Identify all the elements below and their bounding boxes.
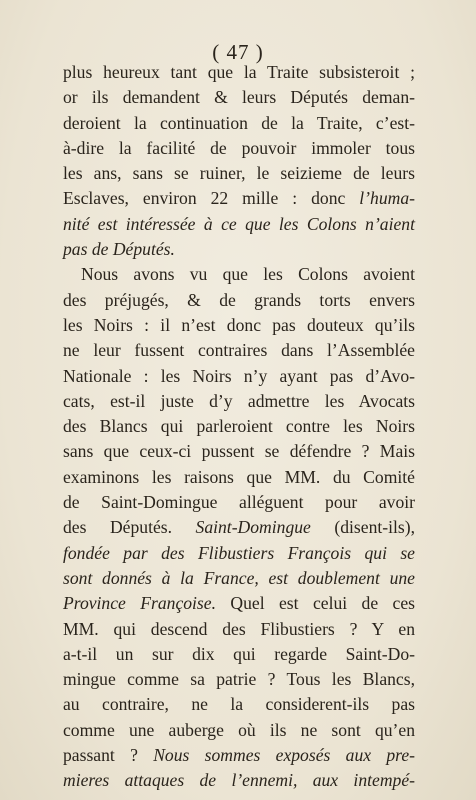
text-line [63,566,415,591]
text-line [63,718,415,743]
text-segment: cats, est-il juste d’y admettre les Avocats [63,390,415,411]
text-line [63,288,415,313]
text-segment: mingue comme sa patrie ? Tous les Blancs, [63,669,415,690]
text-line [63,667,415,692]
text-line [63,85,415,110]
text-line [63,414,415,439]
text-segment: or ils demandent & leurs Députés deman- [63,87,415,108]
text-segment: passant ? [63,745,154,766]
text-line [63,262,415,287]
text-segment: deroient la continuation de la Traite, c’est- [63,112,415,133]
italic-text-segment: mieres attaques de l’ennemi, aux intempé- [63,770,415,791]
text-segment: comme une auberge où ils ne sont qu’en [63,719,415,740]
text-line [63,490,415,515]
text-segment: les Noirs : il n’est donc pas douteux qu’ils [63,314,415,335]
text-line [63,642,415,667]
text-segment: Nous avons vu que les Colons avoient [81,264,415,285]
text-line [63,692,415,717]
italic-text-segment: l’huma- [359,188,415,209]
text-line [63,364,415,389]
text-line [63,389,415,414]
text-segment: des Blancs qui parleroient contre les Noirs [63,416,415,437]
text-segment: sans que ceux-ci pussent se défendre ? Mais [63,441,415,462]
italic-text-segment: fondée par des Flibustiers François qui se [63,542,415,563]
text-line [63,212,415,237]
text-segment: Nationale : les Noirs n’y ayant pas d’Avo- [63,365,415,386]
text-segment: plus heureux tant que la Traite subsisteroit ; [63,62,415,82]
text-line [63,313,415,338]
italic-text-segment: Province Françoise. [63,593,216,614]
body-text [63,60,415,794]
text-segment: a-t-il un sur dix qui regarde Saint-Do- [63,643,415,664]
text-line [63,541,415,566]
text-line [63,237,415,262]
text-line [63,515,415,540]
text-line [63,136,415,161]
text-segment: au contraire, ne la considerent-ils pas [63,694,415,715]
italic-text-segment: Saint-Domingue [195,517,311,538]
italic-text-segment: nité est intéressée à ce que les Colons n’aient [63,213,415,234]
text-line [63,465,415,490]
text-line [63,338,415,363]
text-segment: Quel est celui de ces [216,593,416,614]
text-line [63,617,415,642]
text-line [63,743,415,768]
text-segment: des Députés. [63,517,196,538]
text-line [63,439,415,464]
text-line [63,768,415,793]
page-number: ( 47 ) [212,40,264,64]
text-segment: examinons les raisons que MM. du Comité [63,466,415,487]
text-segment: les ans, sans se ruiner, le seizieme de leurs [63,163,415,184]
text-segment: ne leur fussent contraires dans l’Assemblée [63,340,415,361]
text-segment: MM. qui descend des Flibustiers ? Y en [63,618,415,639]
text-segment: (disent-ils), [310,517,415,538]
text-line [63,60,415,85]
text-segment: de Saint-Domingue alléguent pour avoir [63,492,415,513]
text-segment: à-dire la facilité de pouvoir immoler tous [63,137,415,158]
italic-text-segment: sont donnés à la France, est doublement une [63,567,415,588]
text-line [63,591,415,616]
text-line [63,111,415,136]
text-line [63,186,415,211]
text-line [63,161,415,186]
text-segment: des préjugés, & de grands torts envers [63,289,415,310]
italic-text-segment: Nous sommes exposés aux pre- [153,745,415,766]
text-segment: Esclaves, environ 22 mille : donc [63,188,360,209]
italic-text-segment: pas de Députés. [63,239,175,260]
